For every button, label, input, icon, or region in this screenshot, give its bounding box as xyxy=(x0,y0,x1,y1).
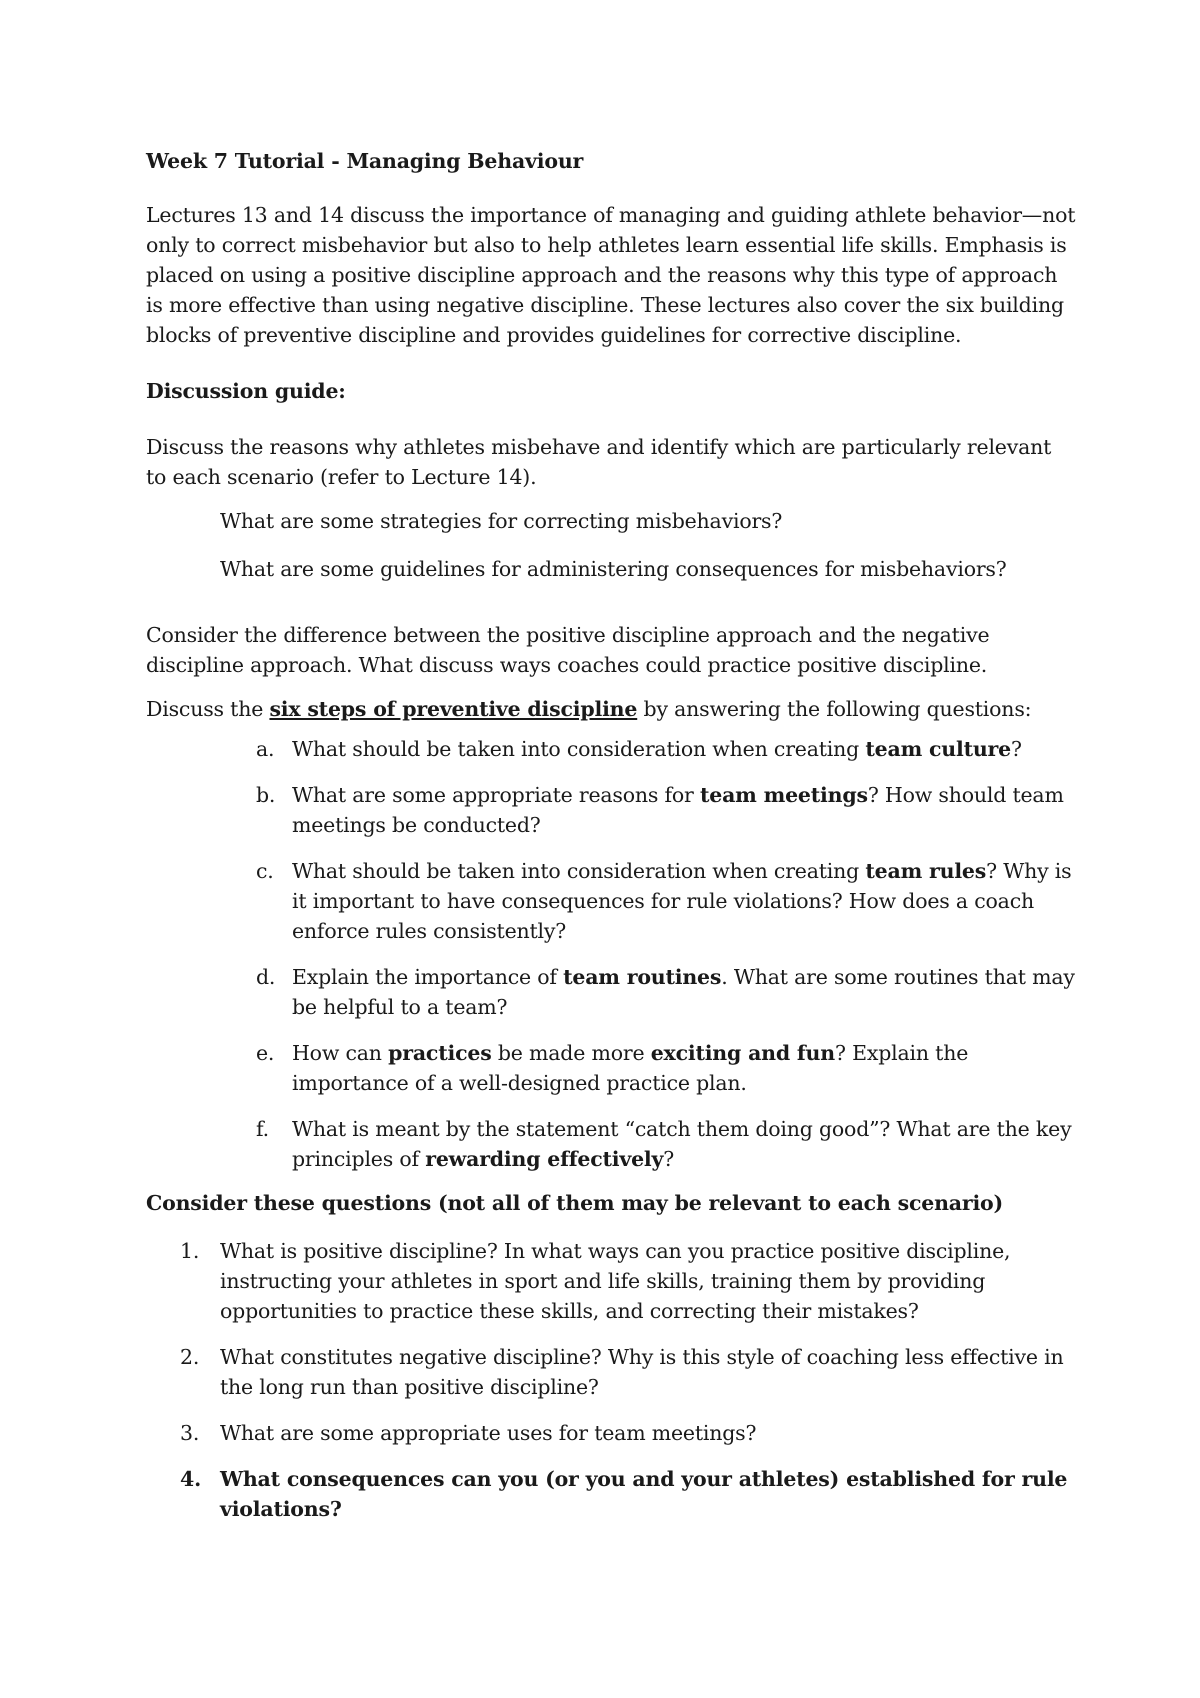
list-item xyxy=(146,856,1076,946)
list-marker: f. xyxy=(256,1117,269,1141)
indented-question-2: What are some guidelines for administering consequences for misbehaviors? xyxy=(220,557,1007,581)
item-text: What are some appropriate uses for team meetings? xyxy=(220,1421,757,1445)
list-marker: 4. xyxy=(180,1467,202,1491)
preventive-steps-list xyxy=(146,734,1076,1174)
list-item xyxy=(146,962,1076,1022)
six-steps-after: by answering the following questions: xyxy=(637,697,1032,721)
item-text: What is positive discipline? In what ways can you practice positive discipline, instructing your athletes in sport and life skills, training them by providing opportunities to practice these skills, and correcting their mistakes? xyxy=(220,1239,1011,1323)
item-bold: team rules xyxy=(865,859,987,883)
item-text: What should be taken into consideration when creating xyxy=(292,737,866,761)
item-text: Explain the importance of xyxy=(292,965,564,989)
six-steps-before: Discuss the xyxy=(146,697,270,721)
discussion-guide-heading: Discussion guide: xyxy=(146,379,346,403)
list-marker: e. xyxy=(256,1041,275,1065)
item-text: ? xyxy=(1011,737,1022,761)
list-marker: a. xyxy=(256,737,275,761)
item-text: What should be taken into consideration when creating xyxy=(292,859,866,883)
misbehave-paragraph: Discuss the reasons why athletes misbehave and identify which are particularly relevant to each scenario (refer to Lecture 14). xyxy=(146,435,1052,489)
list-marker: 3. xyxy=(180,1421,200,1445)
document-page xyxy=(146,146,1076,1540)
item-text: ? Explain the importance of a well-designed practice plan. xyxy=(292,1041,969,1095)
item-bold: practices xyxy=(388,1041,492,1065)
list-item xyxy=(146,1342,1076,1402)
item-bold: rewarding effectively xyxy=(425,1147,664,1171)
list-item xyxy=(146,1418,1076,1448)
item-bold: exciting and fun xyxy=(650,1041,835,1065)
item-bold: team routines xyxy=(563,965,722,989)
item-bold: team meetings xyxy=(699,783,868,807)
item-text: What is meant by the statement “catch them doing good”? What are the key principles of xyxy=(292,1117,1072,1171)
document-title: Week 7 Tutorial - Managing Behaviour xyxy=(146,149,584,173)
list-item xyxy=(146,1464,1076,1524)
list-marker: 2. xyxy=(180,1345,200,1369)
six-steps-paragraph xyxy=(146,694,1076,724)
list-item xyxy=(146,1114,1076,1174)
item-text: How can xyxy=(292,1041,389,1065)
item-bold: team culture xyxy=(865,737,1012,761)
item-text: ? How should team meetings be conducted? xyxy=(292,783,1064,837)
list-marker: b. xyxy=(256,783,276,807)
item-text: ? xyxy=(663,1147,675,1171)
indented-question-1: What are some strategies for correcting misbehaviors? xyxy=(220,509,783,533)
questions-list xyxy=(146,1236,1076,1524)
list-item xyxy=(146,1038,1076,1098)
item-text: ? Why is it important to have consequences for rule violations? How does a coach enforce rules consistently? xyxy=(292,859,1072,943)
list-marker: d. xyxy=(256,965,276,989)
item-text: What are some appropriate reasons for xyxy=(292,783,700,807)
list-item xyxy=(146,780,1076,840)
item-text: What constitutes negative discipline? Why is this style of coaching less effective in the long run than positive discipline? xyxy=(220,1345,1064,1399)
item-text: What consequences can you (or you and your athletes) established for rule violations? xyxy=(220,1467,1068,1521)
item-text: . What are some routines that may be helpful to a team? xyxy=(292,965,1075,1019)
questions-heading: Consider these questions (not all of them may be relevant to each scenario) xyxy=(146,1191,1004,1215)
list-marker: 1. xyxy=(180,1239,200,1263)
list-item xyxy=(146,734,1076,764)
six-steps-link[interactable]: six steps of preventive discipline xyxy=(269,697,638,721)
item-text: be made more xyxy=(491,1041,651,1065)
difference-paragraph: Consider the difference between the positive discipline approach and the negative discipline approach. What discuss ways coaches could practice positive discipline. xyxy=(146,623,990,677)
intro-paragraph: Lectures 13 and 14 discuss the importance of managing and guiding athlete behavior—not only to correct misbehavior but also to help athletes learn essential life skills. Emphasis is placed on using a positive discipline approach and the reasons why this type of approach is more effective than using negative discipline. These lectures also cover the six building blocks of preventive discipline and provides guidelines for corrective discipline. xyxy=(146,203,1076,347)
list-marker: c. xyxy=(256,859,274,883)
list-item xyxy=(146,1236,1076,1326)
